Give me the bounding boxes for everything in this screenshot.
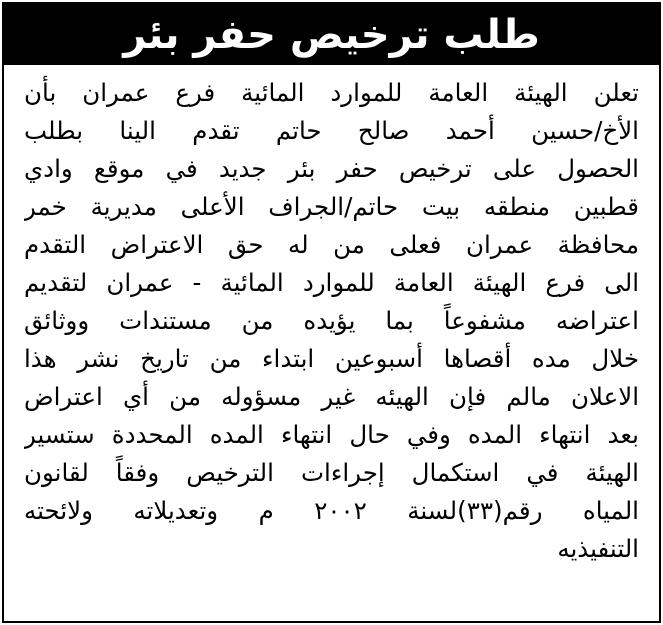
- body-line: الى فرع الهيئة العامة للموارد المائية - عمران لتقديم: [24, 268, 639, 297]
- body-line: الاعلان مالم فإن الهيئه غير مسؤوله من أي اعتراض: [24, 382, 639, 411]
- body-line: قطبين منطقه بيت حاتم/الجراف الأعلى مديرية خمر: [24, 192, 639, 221]
- body-line: المياه رقم(٣٣)لسنة ٢٠٠٢ م وتعديلاته ولائحته: [24, 496, 639, 525]
- body-line: خلال مده أقصاها أسبوعين ابتداء من تاريخ نشر هذا: [24, 344, 639, 373]
- body-line: تعلن الهيئة العامة للموارد المائية فرع عمران بأن: [24, 78, 639, 107]
- body-line: محافظة عمران فعلى من له حق الاعتراض التقدم: [24, 230, 639, 259]
- body-line: اعتراضه مشفوعاً بما يؤيده من مستندات ووثائق: [24, 306, 639, 335]
- body-line: التنفيذيه: [557, 534, 639, 563]
- body-line: الأخ/حسين أحمد صالح حاتم تقدم الينا بطلب: [24, 116, 639, 145]
- notice-body: [24, 74, 639, 568]
- body-line: الهيئة في استكمال إجراءات الترخيص وفقاً لقانون: [24, 458, 639, 487]
- notice-title: طلب ترخيص حفر بئر: [123, 11, 540, 58]
- notice-box: [2, 2, 661, 623]
- body-line: الحصول على ترخيص حفر بئر جديد في موقع وادي: [24, 154, 639, 183]
- body-line: بعد انتهاء المده وفي حال انتهاء المده المحددة ستسير: [24, 420, 639, 449]
- title-bar: [4, 4, 659, 65]
